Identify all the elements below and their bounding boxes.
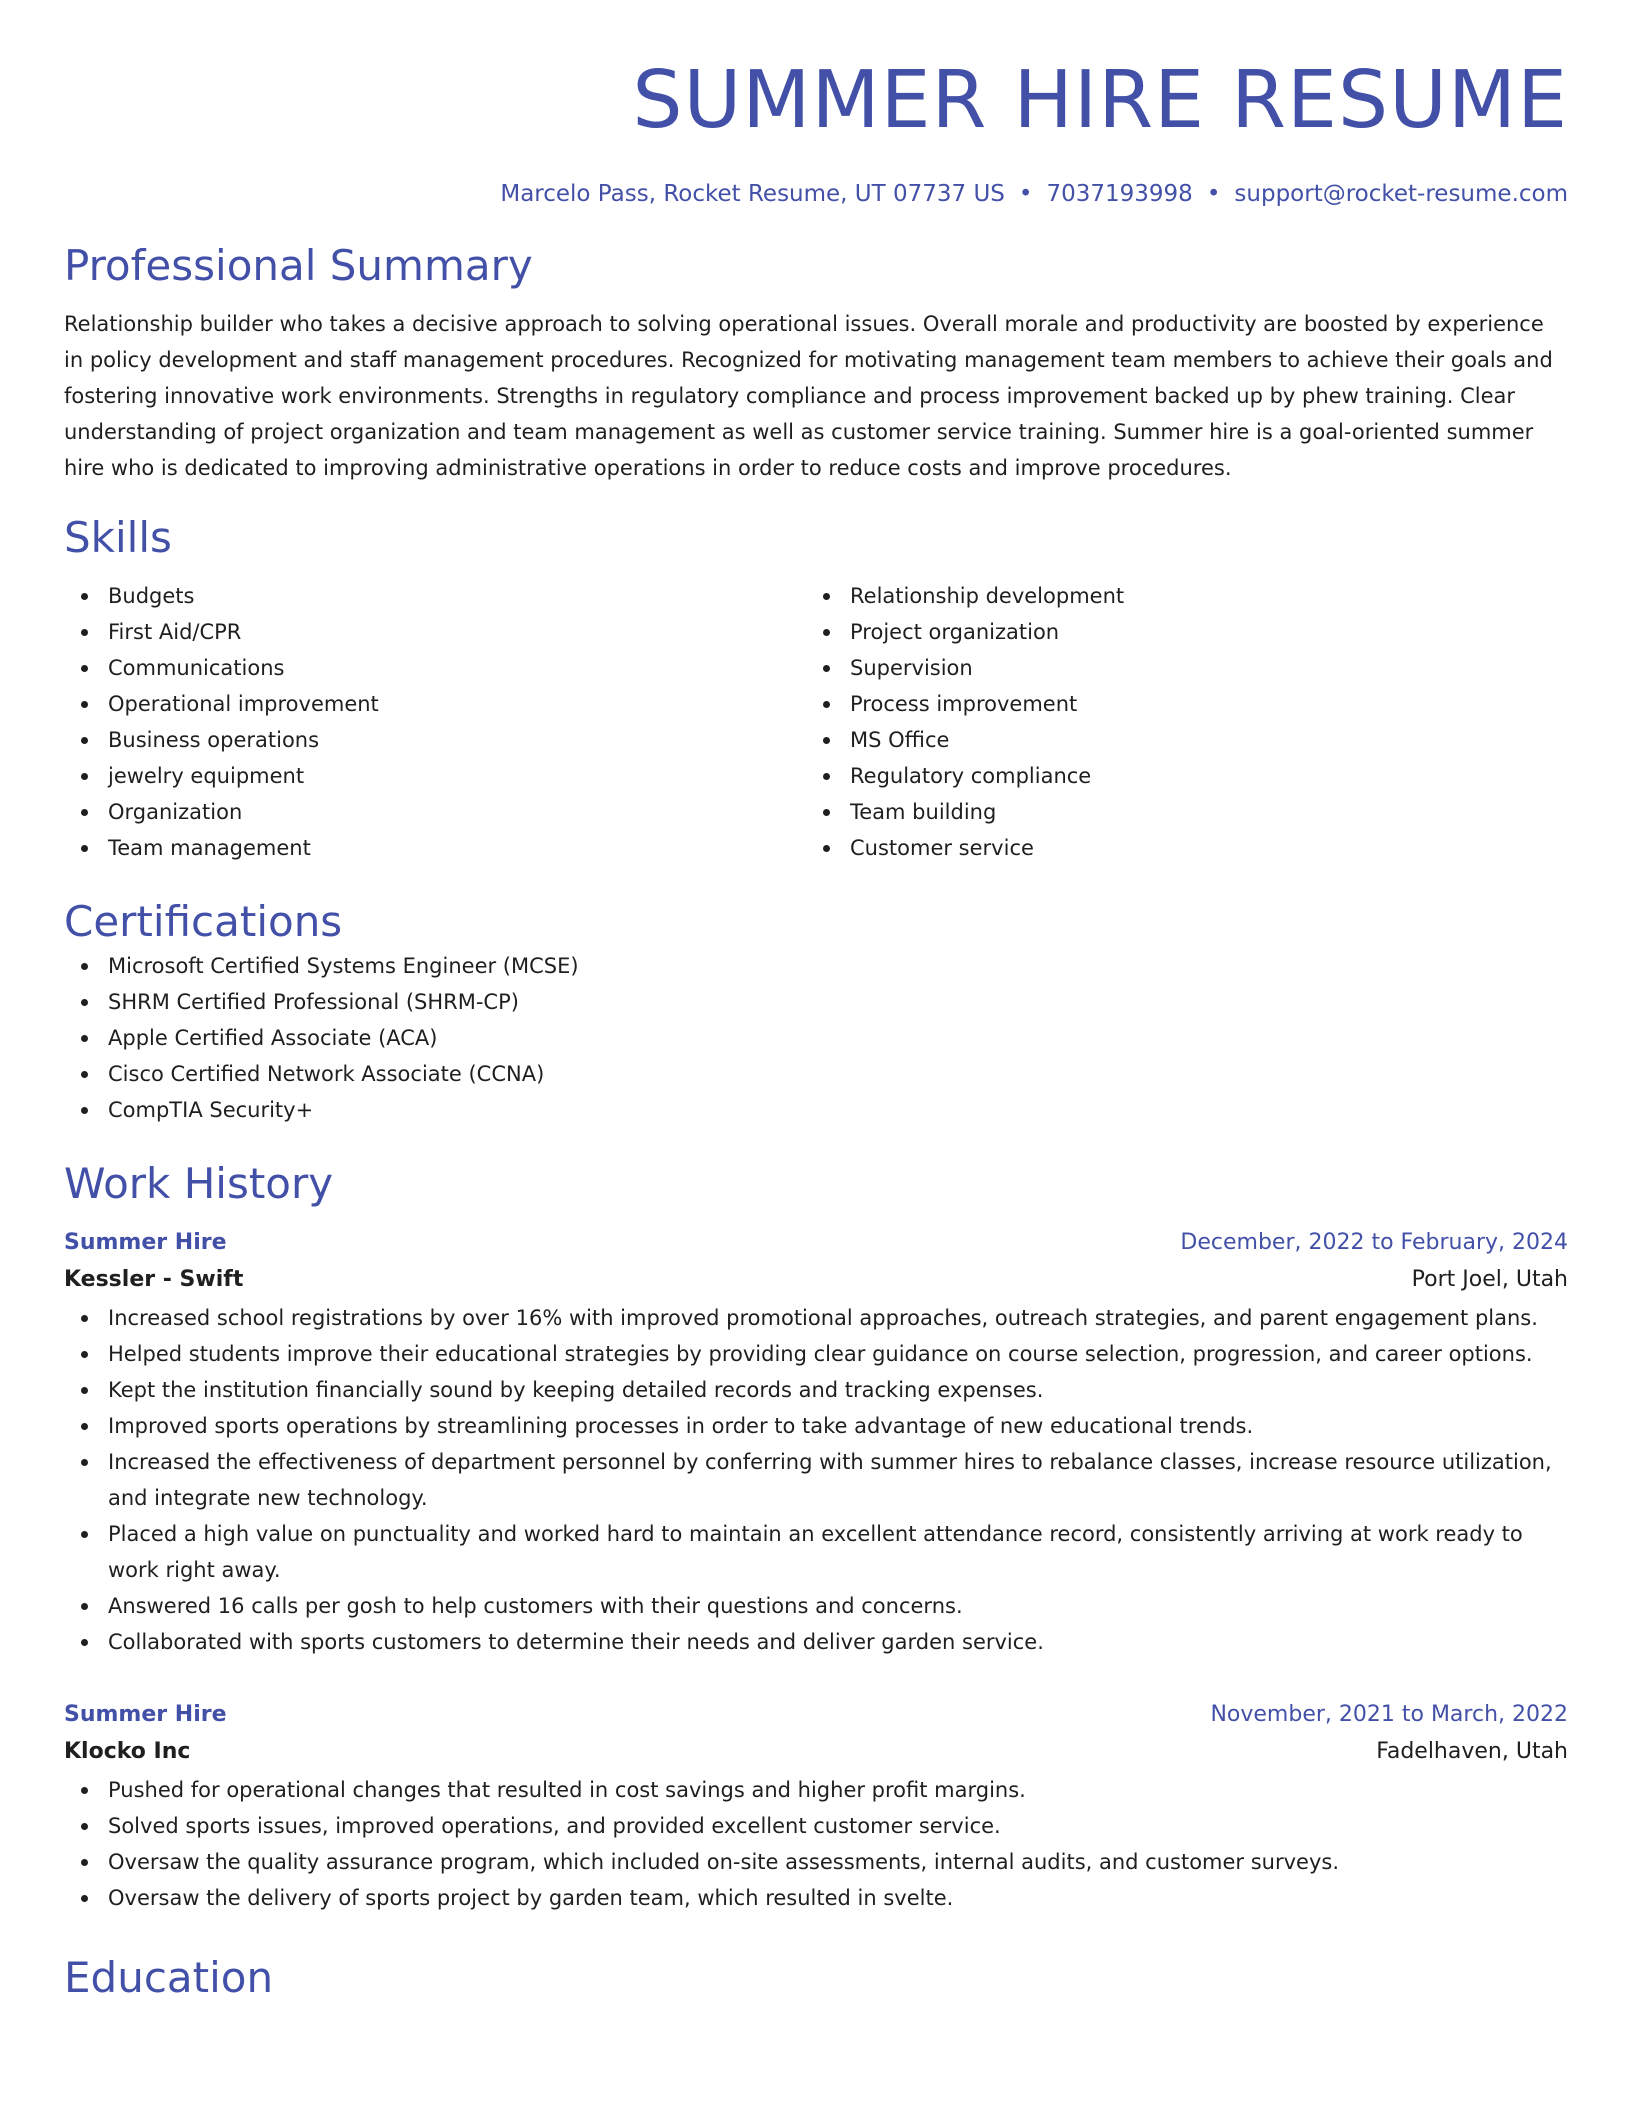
- certifications-heading: Certifications: [64, 897, 343, 946]
- skill-item: Customer service: [806, 830, 1548, 866]
- job-dates: December, 2022 to February, 2024: [1180, 1230, 1568, 1255]
- job-dates: November, 2021 to March, 2022: [1210, 1702, 1568, 1727]
- skill-item: Relationship development: [806, 578, 1548, 614]
- certifications-list: [64, 948, 1568, 1128]
- skill-item: Project organization: [806, 614, 1548, 650]
- job-bullet: Improved sports operations by streamlining processes in order to take advantage of new educational trends.: [64, 1408, 1568, 1444]
- skill-item: Organization: [64, 794, 806, 830]
- job-company-row: [64, 1732, 1568, 1772]
- summary-text: Relationship builder who takes a decisive approach to solving operational issues. Overall morale and productivity are boosted by experience in policy development and staff management procedures. Recognized for motivating management team members to achieve their goals and fostering innovative work environments. Strengths in regulatory compliance and process improvement backed up by phew training. Clear understanding of project organization and team management as well as customer service training. Summer hire is a goal-oriented summer hire who is dedicated to improving administrative operations in order to reduce costs and improve procedures.: [64, 312, 1553, 480]
- skill-item: Operational improvement: [64, 686, 806, 722]
- job-bullets: [64, 1300, 1568, 1660]
- job-bullet: Placed a high value on punctuality and worked hard to maintain an excellent attendance record, consistently arriving at work ready to work right away.: [64, 1516, 1568, 1588]
- skill-item: Business operations: [64, 722, 806, 758]
- certification-item: SHRM Certified Professional (SHRM-CP): [64, 984, 1568, 1020]
- job-bullet: Increased school registrations by over 16% with improved promotional approaches, outreach strategies, and parent engagement plans.: [64, 1300, 1568, 1336]
- job-company-row: [64, 1260, 1568, 1300]
- job-entry: [64, 1226, 1568, 1660]
- certification-item: Cisco Certified Network Associate (CCNA): [64, 1056, 1568, 1092]
- job-header-row: [64, 1226, 1568, 1260]
- job-role: Summer Hire: [64, 1230, 227, 1255]
- skill-item: jewelry equipment: [64, 758, 806, 794]
- job-company: Kessler - Swift: [64, 1267, 244, 1292]
- contact-separator: •: [1018, 181, 1033, 207]
- education-heading: Education: [64, 1953, 274, 2002]
- skill-item: Regulatory compliance: [806, 758, 1548, 794]
- job-location: Fadelhaven, Utah: [1376, 1739, 1568, 1764]
- job-company: Klocko Inc: [64, 1739, 191, 1764]
- job-location: Port Joel, Utah: [1411, 1267, 1568, 1292]
- summary-heading: Professional Summary: [64, 241, 533, 290]
- contact-phone: 7037193998: [1046, 181, 1193, 207]
- job-bullet: Helped students improve their educational strategies by providing clear guidance on course selection, progression, and career options.: [64, 1336, 1568, 1372]
- job-bullet: Increased the effectiveness of department personnel by conferring with summer hires to rebalance classes, increase resource utilization, and integrate new technology.: [64, 1444, 1568, 1516]
- certification-item: Microsoft Certified Systems Engineer (MCSE): [64, 948, 1568, 984]
- skill-item: Process improvement: [806, 686, 1548, 722]
- contact-address: Marcelo Pass, Rocket Resume, UT 07737 US: [500, 181, 1005, 207]
- job-bullet: Solved sports issues, improved operations, and provided excellent customer service.: [64, 1808, 1568, 1844]
- job-bullet: Kept the institution financially sound by keeping detailed records and tracking expenses.: [64, 1372, 1568, 1408]
- skill-item: Supervision: [806, 650, 1548, 686]
- contact-email: support@rocket-resume.com: [1234, 181, 1568, 207]
- job-entry: [64, 1698, 1568, 1916]
- skills-column-right: [806, 578, 1548, 866]
- resume-title: SUMMER HIRE RESUME: [632, 54, 1568, 146]
- job-bullet: Oversaw the quality assurance program, which included on-site assessments, internal audits, and customer surveys.: [64, 1844, 1568, 1880]
- skills-grid: [64, 578, 1568, 866]
- skill-item: Communications: [64, 650, 806, 686]
- job-header-row: [64, 1698, 1568, 1732]
- job-bullet: Oversaw the delivery of sports project by garden team, which resulted in svelte.: [64, 1880, 1568, 1916]
- contact-separator: •: [1206, 181, 1221, 207]
- skill-item: Team building: [806, 794, 1548, 830]
- skill-item: First Aid/CPR: [64, 614, 806, 650]
- job-bullet: Collaborated with sports customers to determine their needs and deliver garden service.: [64, 1624, 1568, 1660]
- job-role: Summer Hire: [64, 1702, 227, 1727]
- skill-item: MS Office: [806, 722, 1548, 758]
- contact-line: [64, 178, 1568, 210]
- skills-heading: Skills: [64, 513, 172, 562]
- skill-item: Budgets: [64, 578, 806, 614]
- skills-column-left: [64, 578, 806, 866]
- certification-item: CompTIA Security+: [64, 1092, 1568, 1128]
- skill-item: Team management: [64, 830, 806, 866]
- job-bullet: Pushed for operational changes that resulted in cost savings and higher profit margins.: [64, 1772, 1568, 1808]
- work-history-heading: Work History: [64, 1159, 334, 1208]
- job-bullets: [64, 1772, 1568, 1916]
- job-bullet: Answered 16 calls per gosh to help customers with their questions and concerns.: [64, 1588, 1568, 1624]
- certification-item: Apple Certified Associate (ACA): [64, 1020, 1568, 1056]
